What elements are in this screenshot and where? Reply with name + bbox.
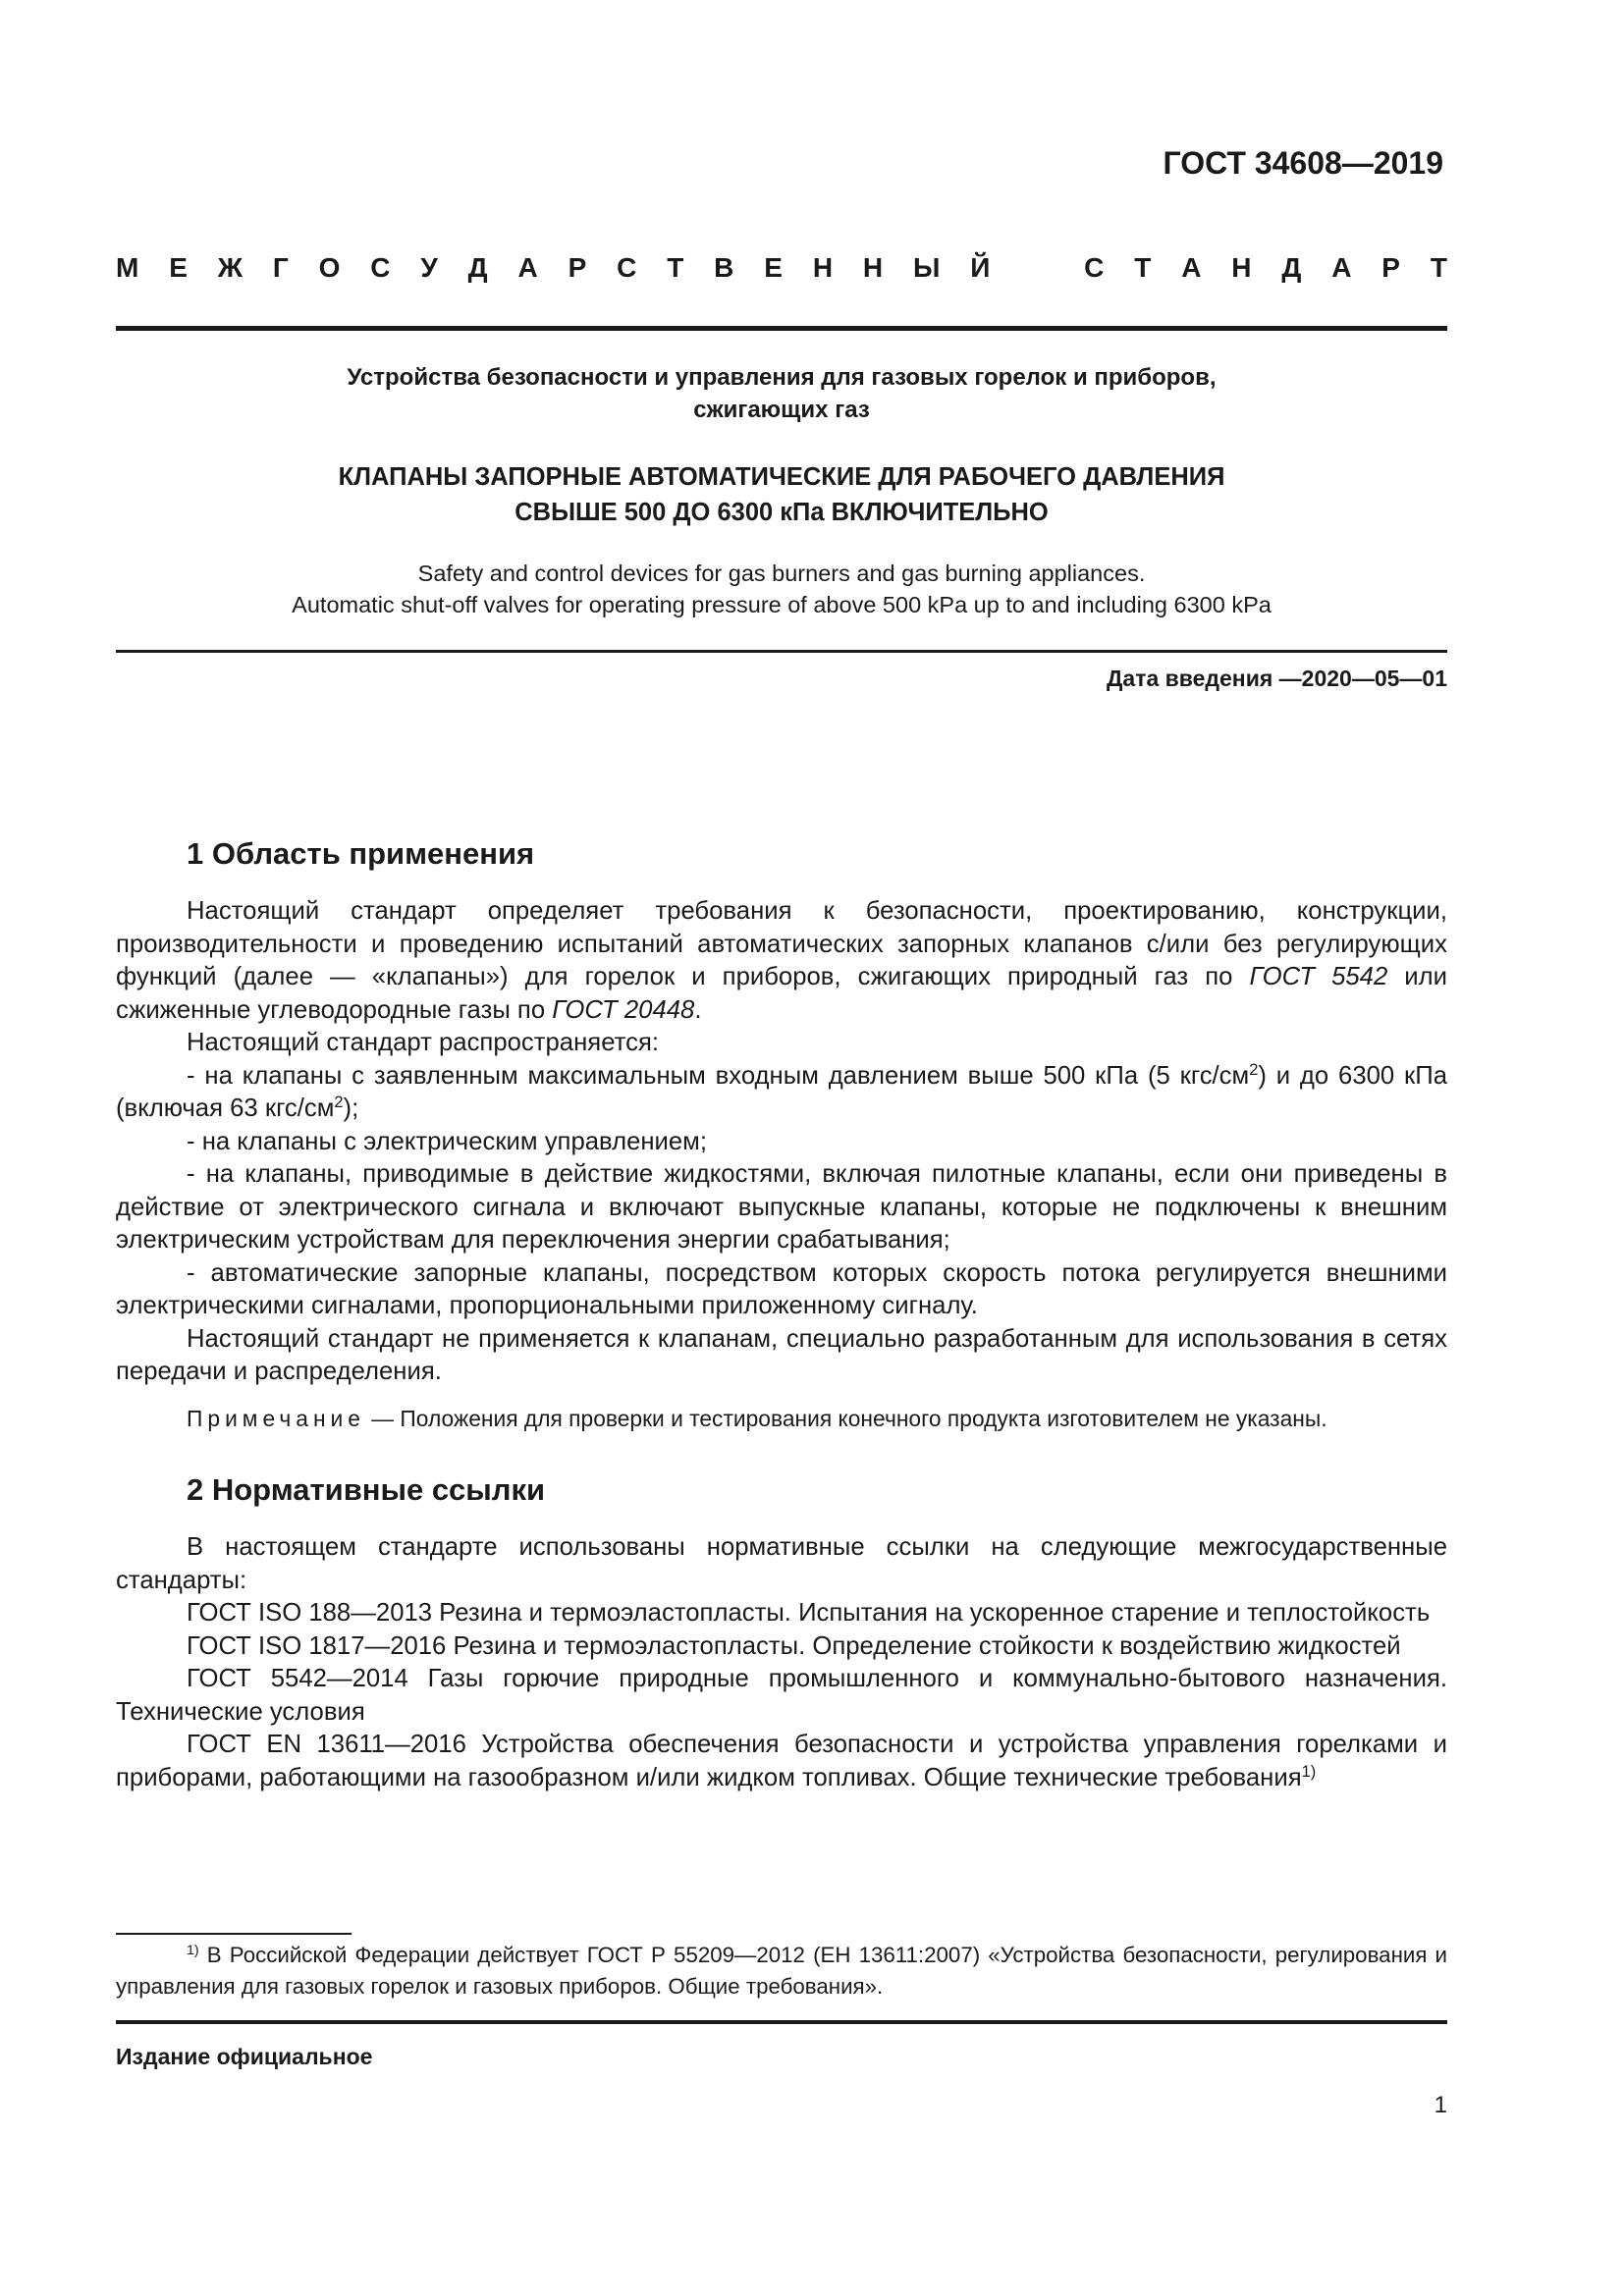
subtitle-line: Устройства безопасности и управления для газовых горелок и приборов, xyxy=(347,364,1217,391)
english-title-line: Safety and control devices for gas burners and gas burning appliances. xyxy=(417,561,1146,586)
banner-letter: Й xyxy=(970,252,991,283)
banner-letter: Д xyxy=(1281,252,1302,283)
banner-letter: Н xyxy=(1231,252,1252,283)
banner-letter: А xyxy=(517,252,538,283)
standard-type-banner xyxy=(116,252,1447,284)
edition-label: Издание официальное xyxy=(116,2044,373,2069)
banner-letter: А xyxy=(1181,252,1202,283)
banner-letter: Ы xyxy=(913,252,941,283)
paragraph: Настоящий стандарт распространяется: xyxy=(187,1029,659,1056)
title-line: СВЫШЕ 500 ДО 6300 кПа ВКЛЮЧИТЕЛЬНО xyxy=(514,499,1049,526)
banner-letter: О xyxy=(318,252,341,283)
note-text: — Положения для проверки и тестирования конечного продукта изготовителем не указаны. xyxy=(364,1406,1327,1431)
reference-entry: ГОСТ ISO 1817—2016 Резина и термоэластопласты. Определение стойкости к воздействию жидкостей xyxy=(187,1631,1401,1660)
banner-letter: В xyxy=(714,252,734,283)
banner-letter: У xyxy=(420,252,438,283)
note xyxy=(187,1406,1447,1432)
banner-letter: А xyxy=(1331,252,1352,283)
banner-letter: Т xyxy=(667,252,684,283)
banner-letter: Р xyxy=(1381,252,1400,283)
section-1-body xyxy=(116,895,1447,1389)
reference-entry: ГОСТ ISO 188—2013 Резина и термоэластопласты. Испытания на ускоренное старение и теплостойкость xyxy=(187,1599,1431,1627)
banner-letter: Г xyxy=(272,252,289,283)
banner-letter: Р xyxy=(568,252,587,283)
banner-letter: Д xyxy=(467,252,488,283)
banner-letter: С xyxy=(370,252,391,283)
list-item: - на клапаны с заявленным максимальным входным давлением выше 500 кПа (5 кгс/$см^2$) и до 6300 кПа (включая 63 кгс/$см^2$); xyxy=(116,1060,1448,1122)
note-label: Примечание xyxy=(187,1406,365,1431)
section-1-heading: 1 Область применения xyxy=(187,836,535,871)
banner-letter: Е xyxy=(764,252,783,283)
banner-letter: М xyxy=(116,252,139,283)
banner-word-gap xyxy=(1020,252,1054,284)
title-line: КЛАПАНЫ ЗАПОРНЫЕ АВТОМАТИЧЕСКИЕ ДЛЯ РАБОЧЕГО ДАВЛЕНИЯ xyxy=(338,463,1225,491)
page-number: 1 xyxy=(1434,2092,1447,2118)
english-title xyxy=(116,558,1447,620)
list-item: - на клапаны с электрическим управлением; xyxy=(187,1127,707,1155)
subtitle-line: сжигающих газ xyxy=(693,397,870,423)
russian-main-title xyxy=(116,459,1447,530)
reference-entry: ГОСТ EN 13611—2016 Устройства обеспечения безопасности и устройства управления горелками и приборами, работающими на газообразном и/или жидком топливах. Общие технические требования$^{1)}$ xyxy=(116,1731,1447,1791)
banner-letter: Т xyxy=(1430,252,1447,283)
list-item: - на клапаны, приводимые в действие жидкостями, включая пилотные клапаны, если они приведены в действие от электрического сигнала и включают выпускные клапаны, которые не подключены к внешним электрическим устройствам для переключения энергии срабатывания; xyxy=(116,1160,1447,1254)
paragraph: Настоящий стандарт не применяется к клапанам, специально разработанным для использования в сетях передачи и распределения. xyxy=(116,1324,1447,1385)
footnote-marker: 1) xyxy=(187,1943,199,1959)
banner-letter: Н xyxy=(812,252,834,283)
banner-letter: Ж xyxy=(217,252,244,283)
banner-letter: Т xyxy=(1134,252,1152,283)
header-divider xyxy=(116,326,1447,331)
footnote-marker: 1) xyxy=(1301,1762,1317,1781)
footnote-text: В Российской Федерации действует ГОСТ Р 55209—2012 (ЕН 13611:2007) «Устройства безопасности, регулирования и управления для газовых горелок и газовых приборов. Общие требования». xyxy=(116,1943,1447,1999)
footnote xyxy=(116,1940,1447,2002)
standard-reference: ГОСТ 20448 xyxy=(552,995,695,1024)
banner-letter: Е xyxy=(169,252,188,283)
section-2-body xyxy=(116,1531,1447,1794)
banner-letter: С xyxy=(617,252,637,283)
document-code: ГОСТ 34608—2019 xyxy=(1163,145,1443,181)
section-2-heading: 2 Нормативные ссылки xyxy=(187,1472,546,1507)
footer-divider xyxy=(116,2020,1447,2024)
paragraph: В настоящем стандарте использованы нормативные ссылки на следующие межгосударственные стандарты: xyxy=(116,1533,1447,1594)
paragraph: Настоящий стандарт определяет требования к безопасности, проектированию, конструкции, производительности и проведению испытаний автоматических запорных клапанов с/или без регулирующих функций (далее — «клапаны») для горелок и приборов, сжигающих природный газ по ГОСТ 5542 или сжиженные углеводородные газы по ГОСТ 20448. xyxy=(116,897,1447,1024)
english-title-line: Automatic shut-off valves for operating pressure of above 500 kPa up to and including 6300 kPa xyxy=(292,592,1272,617)
title-divider xyxy=(116,650,1447,653)
introduction-date: Дата введения —2020—05—01 xyxy=(1107,666,1447,691)
banner-letter: Н xyxy=(862,252,884,283)
standard-reference: ГОСТ 5542 xyxy=(1249,963,1388,990)
russian-subtitle xyxy=(116,361,1447,426)
list-item: - автоматические запорные клапаны, посредством которых скорость потока регулируется внешними электрическими сигналами, пропорциональными приложенному сигналу. xyxy=(116,1258,1447,1319)
reference-entry: ГОСТ 5542—2014 Газы горючие природные промышленного и коммунально-бытового назначения. Технические условия xyxy=(116,1665,1447,1726)
footnote-divider xyxy=(116,1933,352,1935)
banner-letter: С xyxy=(1084,252,1105,283)
